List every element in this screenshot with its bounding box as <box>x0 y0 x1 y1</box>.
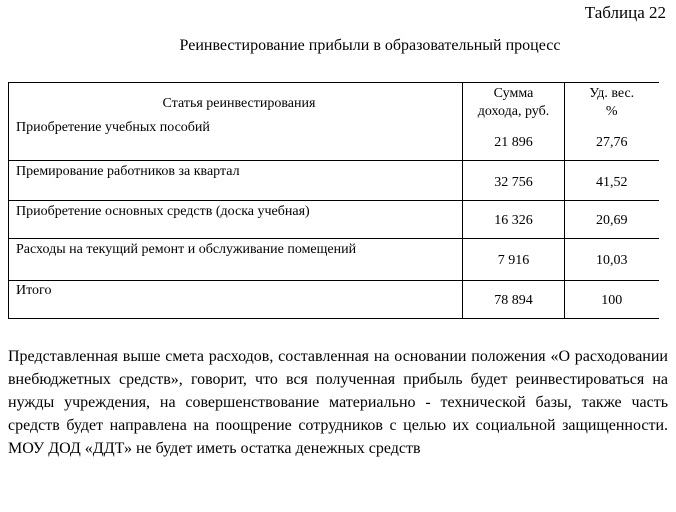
row-sum-cell <box>463 161 565 201</box>
row-item-cell <box>9 83 463 161</box>
row-item-label: Итого <box>16 283 52 298</box>
header-share-line1: Уд. вес. <box>589 86 635 101</box>
row-share-cell <box>565 281 659 319</box>
row-share-value: 41,52 <box>596 175 628 190</box>
table-row <box>9 201 659 239</box>
row-sum-cell <box>463 201 565 239</box>
table-row <box>9 83 659 161</box>
row-sum-cell <box>463 83 565 161</box>
table-row <box>9 161 659 201</box>
row-sum-value: 7 916 <box>497 253 530 268</box>
row-sum-value: 21 896 <box>494 135 533 150</box>
row-sum-cell <box>463 281 565 319</box>
row-item-label: Приобретение основных средств (доска учебная) <box>16 204 310 219</box>
row-sum-value: 78 894 <box>494 293 533 308</box>
row-share-cell <box>565 83 659 161</box>
row-item-label: Приобретение учебных пособий <box>16 120 210 135</box>
row-item-label: Расходы на текущий ремонт и обслуживание помещений <box>16 242 357 257</box>
row-share-cell <box>565 161 659 201</box>
row-share-cell <box>565 201 659 239</box>
row-item-cell <box>9 161 463 201</box>
table-row <box>9 239 659 281</box>
row-share-value: 100 <box>601 293 623 308</box>
row-share-value: 20,69 <box>596 213 628 228</box>
body-paragraph: Представленная выше смета расходов, составленная на основании положения «О расходовании внебюджетных средств», говорит, что вся полученная прибыль будет реинвестироваться на нужды учреждения, на совершенствование материально - технической базы, также часть средств будет направлена на поощрение сотрудников с целью их социальной защищенности. МОУ ДОД «ДДТ» не будет иметь остатка денежных средств <box>8 348 668 457</box>
header-item: Статья реинвестирования <box>162 96 316 111</box>
table-caption: Таблица 22 <box>584 3 666 22</box>
row-item-cell <box>9 201 463 239</box>
row-sum-value: 16 326 <box>494 213 533 228</box>
row-sum-value: 32 756 <box>494 175 533 190</box>
header-share-line2: % <box>605 104 618 119</box>
row-sum-cell <box>463 239 565 281</box>
table-title: Реинвестирование прибыли в образовательный процесс <box>179 37 561 54</box>
table-row <box>9 281 659 319</box>
row-item-cell <box>9 239 463 281</box>
row-share-value: 10,03 <box>596 253 628 268</box>
row-share-value: 27,76 <box>596 135 628 150</box>
reinvestment-table <box>8 82 659 319</box>
header-sum-line2: дохода, руб. <box>477 104 550 119</box>
header-sum-line1: Сумма <box>493 86 534 101</box>
row-share-cell <box>565 239 659 281</box>
row-item-cell <box>9 281 463 319</box>
row-item-label: Премирование работников за квартал <box>16 164 240 179</box>
